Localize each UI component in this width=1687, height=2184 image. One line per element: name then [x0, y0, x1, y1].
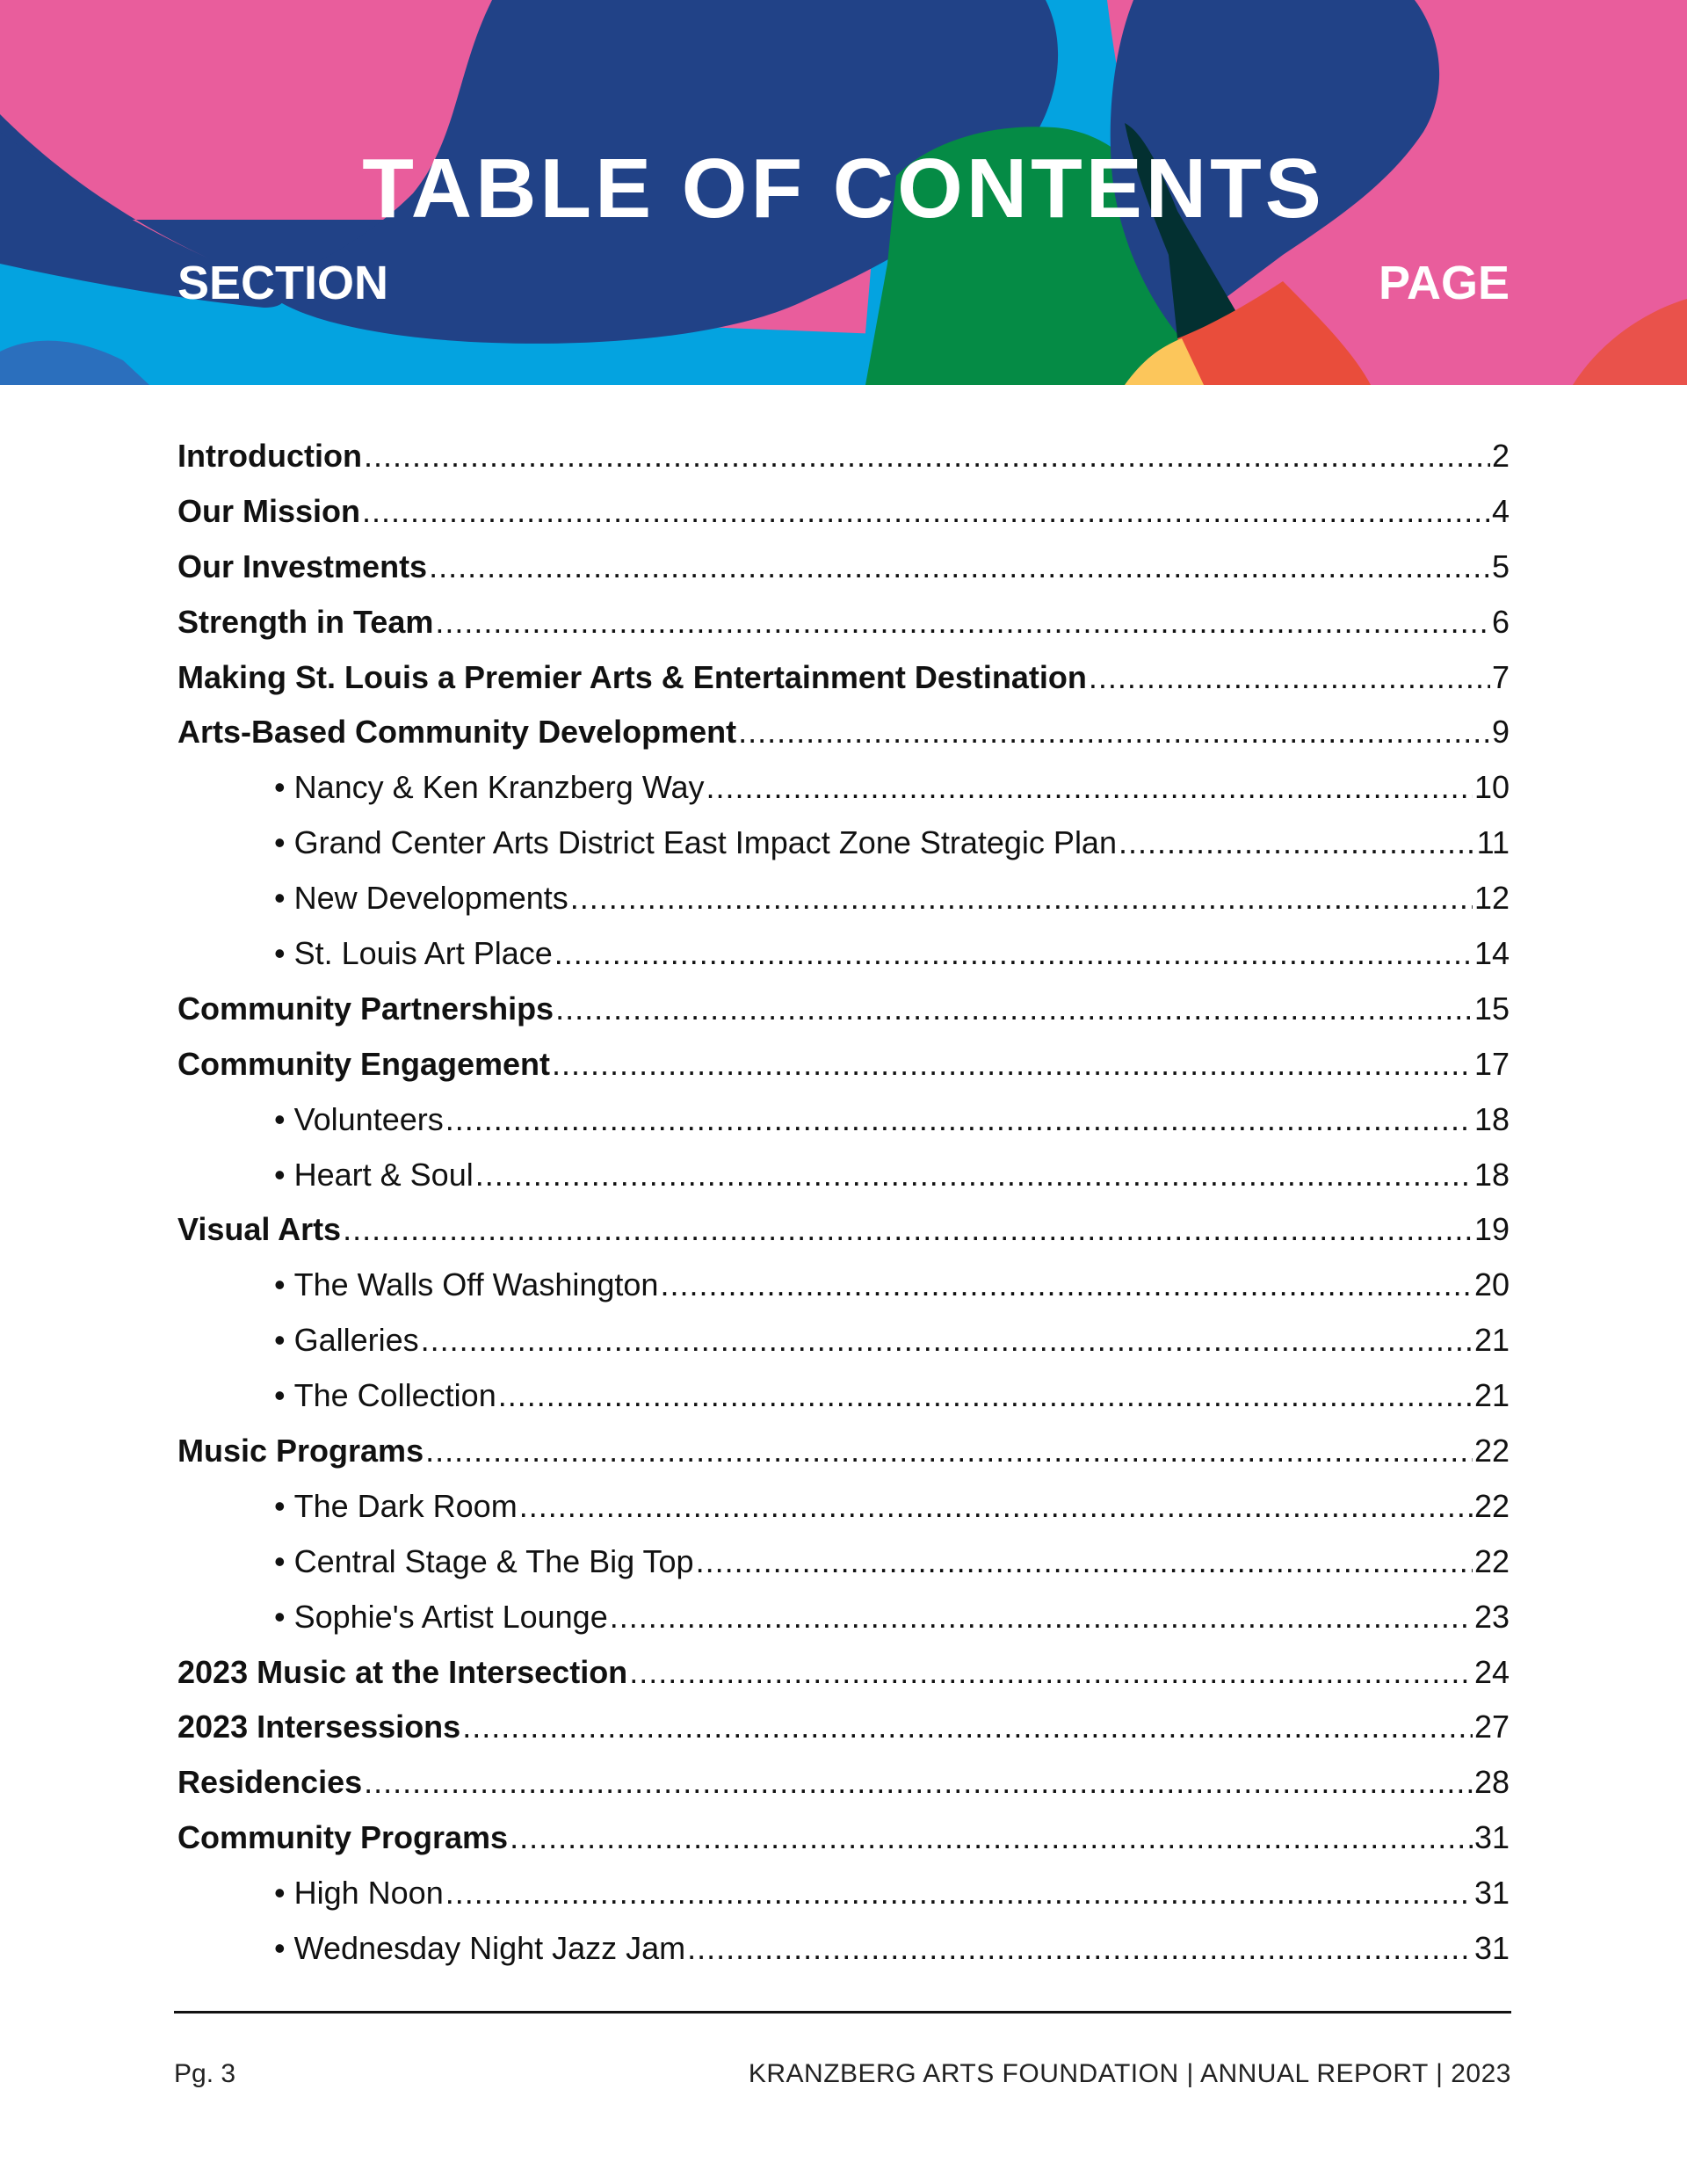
toc-entry-title: Our Mission	[177, 492, 361, 529]
toc-entry-title: • High Noon	[274, 1866, 444, 1921]
dot-leader	[421, 1313, 1473, 1368]
toc-entry-page: 28	[1473, 1764, 1510, 1801]
toc-entry[interactable]	[177, 429, 1510, 484]
toc-entry-page: 9	[1491, 714, 1510, 751]
toc-entry-page: 11	[1476, 824, 1510, 861]
dot-leader	[706, 760, 1472, 816]
toc-entry[interactable]	[177, 1810, 1510, 1866]
dot-leader	[570, 871, 1473, 926]
toc-subentry[interactable]	[177, 1921, 1510, 1977]
toc-entry-page: 20	[1473, 1266, 1510, 1303]
toc-entry[interactable]	[177, 1202, 1510, 1258]
toc-subentry[interactable]	[177, 760, 1510, 816]
dot-leader	[429, 540, 1490, 595]
toc-entry-page: 4	[1491, 492, 1510, 529]
toc-entry[interactable]	[177, 1755, 1510, 1810]
toc-entry-page: 24	[1473, 1653, 1510, 1690]
toc-subentry[interactable]	[177, 1535, 1510, 1590]
dot-leader	[462, 1700, 1473, 1755]
dot-leader	[364, 1755, 1473, 1810]
toc-entry-page: 7	[1491, 658, 1510, 695]
toc-subentry[interactable]	[177, 926, 1510, 982]
footer-publication: KRANZBERG ARTS FOUNDATION | ANNUAL REPORT | 2023	[748, 2059, 1511, 2088]
dot-leader	[498, 1368, 1473, 1424]
footer-page-number: Pg. 3	[174, 2059, 236, 2088]
toc-subentry[interactable]	[177, 1313, 1510, 1368]
dot-leader	[552, 1037, 1473, 1092]
toc-entry[interactable]	[177, 1037, 1510, 1092]
toc-entry-page: 5	[1491, 548, 1510, 584]
toc-subentry[interactable]	[177, 1866, 1510, 1921]
dot-leader	[687, 1921, 1473, 1977]
toc-entry[interactable]	[177, 705, 1510, 760]
toc-entry[interactable]	[177, 982, 1510, 1037]
toc-entry-title: • The Collection	[274, 1368, 496, 1424]
section-column-header: SECTION	[177, 257, 389, 309]
toc-entry-title: 2023 Intersessions	[177, 1709, 461, 1745]
toc-entry-page: 21	[1473, 1322, 1510, 1359]
toc-entry[interactable]	[177, 484, 1510, 540]
toc-entry-title: Making St. Louis a Premier Arts & Entertainment Destination	[177, 658, 1087, 695]
toc-entry-page: 18	[1473, 1100, 1510, 1137]
toc-entry-title: • Central Stage & The Big Top	[274, 1535, 694, 1590]
dot-leader	[475, 1148, 1473, 1203]
toc-entry-title: • Wednesday Night Jazz Jam	[274, 1921, 685, 1977]
toc-entry-title: • Grand Center Arts District East Impact Zone Strategic Plan	[274, 816, 1117, 871]
toc-entry-title: Community Engagement	[177, 1045, 551, 1082]
toc-subentry[interactable]	[177, 1368, 1510, 1424]
toc-entry-page: 22	[1473, 1487, 1510, 1524]
dot-leader	[629, 1645, 1473, 1701]
dot-leader	[362, 484, 1490, 540]
toc-subentry[interactable]	[177, 1479, 1510, 1535]
toc-entry[interactable]	[177, 1645, 1510, 1701]
table-of-contents	[177, 429, 1510, 1977]
toc-entry-title: • New Developments	[274, 871, 568, 926]
page-column-header: PAGE	[1378, 257, 1510, 309]
toc-entry-title: Our Investments	[177, 548, 428, 584]
toc-entry-page: 21	[1473, 1377, 1510, 1414]
toc-entry-page: 31	[1473, 1930, 1510, 1967]
dot-leader	[435, 595, 1490, 650]
toc-subentry[interactable]	[177, 1258, 1510, 1313]
dot-leader	[364, 429, 1490, 484]
toc-entry-page: 10	[1473, 769, 1510, 806]
toc-entry-title: 2023 Music at the Intersection	[177, 1653, 628, 1690]
toc-entry-title: • Heart & Soul	[274, 1148, 474, 1203]
toc-entry-page: 19	[1473, 1211, 1510, 1248]
toc-entry[interactable]	[177, 540, 1510, 595]
toc-entry[interactable]	[177, 1424, 1510, 1479]
toc-entry-page: 6	[1491, 603, 1510, 640]
header-banner	[0, 0, 1687, 385]
dot-leader	[610, 1590, 1473, 1645]
footer-divider	[174, 2011, 1511, 2013]
dot-leader	[696, 1535, 1473, 1590]
toc-entry-page: 12	[1473, 880, 1510, 917]
toc-entry-title: • St. Louis Art Place	[274, 926, 553, 982]
toc-entry-page: 2	[1491, 438, 1510, 474]
toc-subentry[interactable]	[177, 1148, 1510, 1203]
dot-leader	[1089, 650, 1490, 706]
toc-entry[interactable]	[177, 650, 1510, 706]
toc-entry[interactable]	[177, 595, 1510, 650]
toc-entry-page: 31	[1473, 1819, 1510, 1856]
toc-subentry[interactable]	[177, 1590, 1510, 1645]
toc-entry-page: 31	[1473, 1875, 1510, 1912]
dot-leader	[510, 1810, 1473, 1866]
toc-entry-title: • The Walls Off Washington	[274, 1258, 658, 1313]
toc-entry-title: Community Programs	[177, 1819, 509, 1856]
toc-entry-page: 27	[1473, 1709, 1510, 1745]
dot-leader	[519, 1479, 1473, 1535]
toc-entry-title: • Volunteers	[274, 1092, 444, 1148]
toc-subentry[interactable]	[177, 816, 1510, 871]
toc-entry-page: 17	[1473, 1045, 1510, 1082]
dot-leader	[343, 1202, 1473, 1258]
toc-entry-title: • Nancy & Ken Kranzberg Way	[274, 760, 704, 816]
toc-entry-page: 22	[1473, 1542, 1510, 1579]
toc-entry-title: Arts-Based Community Development	[177, 714, 737, 751]
dot-leader	[445, 1866, 1473, 1921]
toc-entry-title: Residencies	[177, 1764, 363, 1801]
dot-leader	[738, 705, 1490, 760]
toc-entry-page: 18	[1473, 1156, 1510, 1193]
toc-entry-page: 14	[1473, 935, 1510, 972]
toc-entry-title: Introduction	[177, 438, 362, 474]
dot-leader	[554, 926, 1473, 982]
dot-leader	[1119, 816, 1475, 871]
page-title: TABLE OF CONTENTS	[362, 141, 1325, 236]
dot-leader	[445, 1092, 1473, 1148]
toc-subentry[interactable]	[177, 1092, 1510, 1148]
dot-leader	[660, 1258, 1473, 1313]
dot-leader	[425, 1424, 1473, 1479]
toc-entry-title: • Galleries	[274, 1313, 419, 1368]
toc-entry-page: 23	[1473, 1598, 1510, 1635]
toc-entry-title: Music Programs	[177, 1433, 424, 1469]
toc-entry-page: 15	[1473, 990, 1510, 1027]
toc-entry[interactable]	[177, 1700, 1510, 1755]
toc-subentry[interactable]	[177, 871, 1510, 926]
toc-entry-page: 22	[1473, 1433, 1510, 1469]
toc-entry-title: • Sophie's Artist Lounge	[274, 1590, 608, 1645]
toc-entry-title: Strength in Team	[177, 603, 434, 640]
toc-entry-title: • The Dark Room	[274, 1479, 518, 1535]
toc-entry-title: Community Partnerships	[177, 990, 554, 1027]
dot-leader	[555, 982, 1473, 1037]
toc-entry-title: Visual Arts	[177, 1211, 342, 1248]
